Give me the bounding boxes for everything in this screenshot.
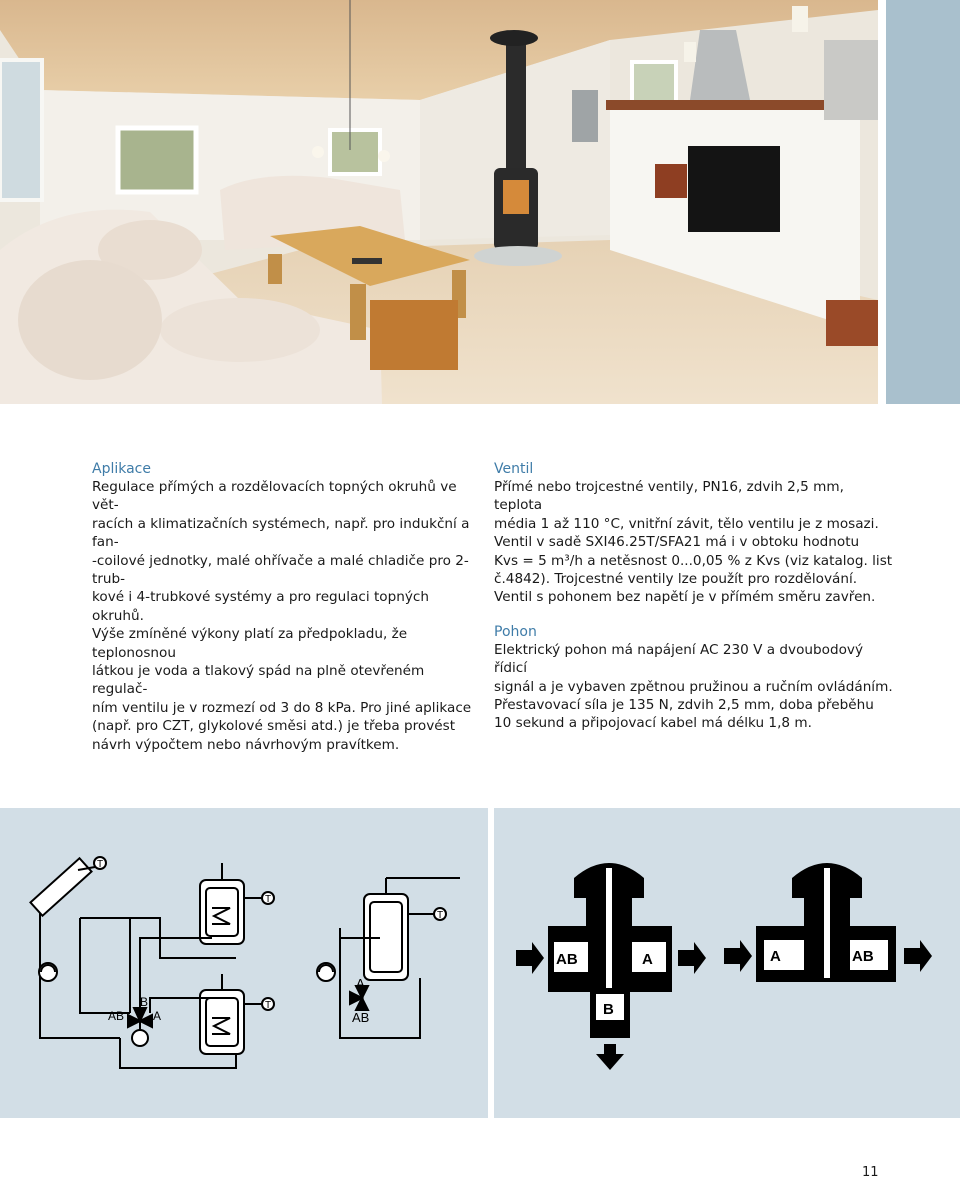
valve-cross-sections [494, 808, 960, 1118]
aplikace-line: Regulace přímých a rozdělovacích topných okruhů ve vět- [92, 479, 457, 514]
aplikace-line: ním ventilu je v rozmezí od 3 do 8 kPa. Pro jiné aplikace [92, 699, 472, 716]
aplikace-text [92, 478, 482, 754]
living-room-photo [0, 0, 878, 404]
ventil-heading: Ventil [494, 461, 534, 477]
flow-arrow-icon [904, 940, 932, 972]
ventil-line: média 1 až 110 °C, vnitřní závit, tělo ventilu je z mosazi. [494, 515, 879, 532]
pohon-line: signál a je vybaven zpětnou pružinou a ručním ovládáním. [494, 678, 893, 695]
solar-collector [30, 858, 91, 916]
port-label-a: A [642, 951, 653, 968]
pohon-text [494, 641, 894, 733]
sensor-label: T [264, 1000, 272, 1011]
aplikace-section [92, 460, 482, 754]
ventil-line: Kvs = 5 m³/h a netěsnost 0...0,05 % z Kvs (viz katalog. list [494, 552, 893, 569]
page-number: 11 [862, 1165, 879, 1180]
ventil-line: č.4842). Trojcestné ventily lze použít pro rozdělování. [494, 571, 858, 588]
aplikace-line: Výše zmíněné výkony platí za předpokladu, že teplonosnou [92, 626, 408, 661]
aplikace-line: (např. pro CZT, glykolové směsi atd.) je třeba provést [92, 718, 456, 735]
port-label-ab: AB [556, 951, 578, 968]
pohon-line: 10 sekund a připojovací kabel má délku 1,8 m. [494, 715, 812, 732]
ventil-pohon-section [494, 460, 894, 733]
sensor-label: T [436, 910, 444, 921]
aplikace-line: racích a klimatizačních systémech, např. pro indukční a fan- [92, 515, 470, 551]
straight-valve-section [724, 863, 932, 982]
aplikace-line: kové i 4-trubkové systémy a pro regulaci topných okruhů. [92, 589, 430, 624]
port-label-b: B [603, 1001, 614, 1018]
flow-arrow-icon [678, 942, 706, 974]
flow-arrow-icon [724, 940, 752, 972]
valve-section-panel [494, 808, 960, 1118]
pohon-heading: Pohon [494, 623, 537, 640]
sensor-label: T [96, 859, 104, 870]
ventil-line: Ventil v sadě SXI46.25T/SFA21 má i v obtoku hodnotu [494, 534, 860, 551]
sensor-label: T [264, 894, 272, 905]
side-accent-bar [886, 0, 960, 404]
living-room-illustration [0, 0, 878, 404]
port-label-a: A [770, 948, 781, 965]
three-way-valve-icon [128, 1008, 152, 1046]
hydraulic-schematic-panel [0, 808, 488, 1118]
pohon-line: Elektrický pohon má napájení AC 230 V a dvoubodový řídicí [494, 641, 863, 677]
port-label-ab: AB [352, 1010, 370, 1025]
port-label-ab: AB [852, 948, 874, 965]
ventil-line: Ventil s pohonem bez napětí je v přímém směru zavřen. [494, 589, 876, 606]
ventil-line: Přímé nebo trojcestné ventily, PN16, zdvih 2,5 mm, teplota [494, 479, 844, 514]
three-way-valve-section [516, 863, 706, 1070]
hydraulic-schematic [0, 808, 488, 1118]
ventil-text [494, 478, 894, 607]
port-label-ab: AB [108, 1009, 125, 1023]
port-label-a: A [356, 976, 365, 991]
aplikace-line: -coilové jednotky, malé ohřívače a malé chladiče pro 2-trub- [92, 552, 469, 588]
aplikace-line: látkou je voda a tlakový spád na plně otevřeném regulač- [92, 663, 425, 698]
flow-arrow-icon [596, 1044, 624, 1070]
port-label-a: A [153, 1009, 162, 1023]
aplikace-heading: Aplikace [92, 461, 151, 477]
pohon-line: Přestavovací síla je 135 N, zdvih 2,5 mm, doba přeběhu [494, 697, 874, 714]
port-label-b: B [140, 995, 149, 1009]
flow-arrow-icon [516, 942, 544, 974]
aplikace-line: návrh výpočtem nebo návrhovým pravítkem. [92, 736, 400, 753]
